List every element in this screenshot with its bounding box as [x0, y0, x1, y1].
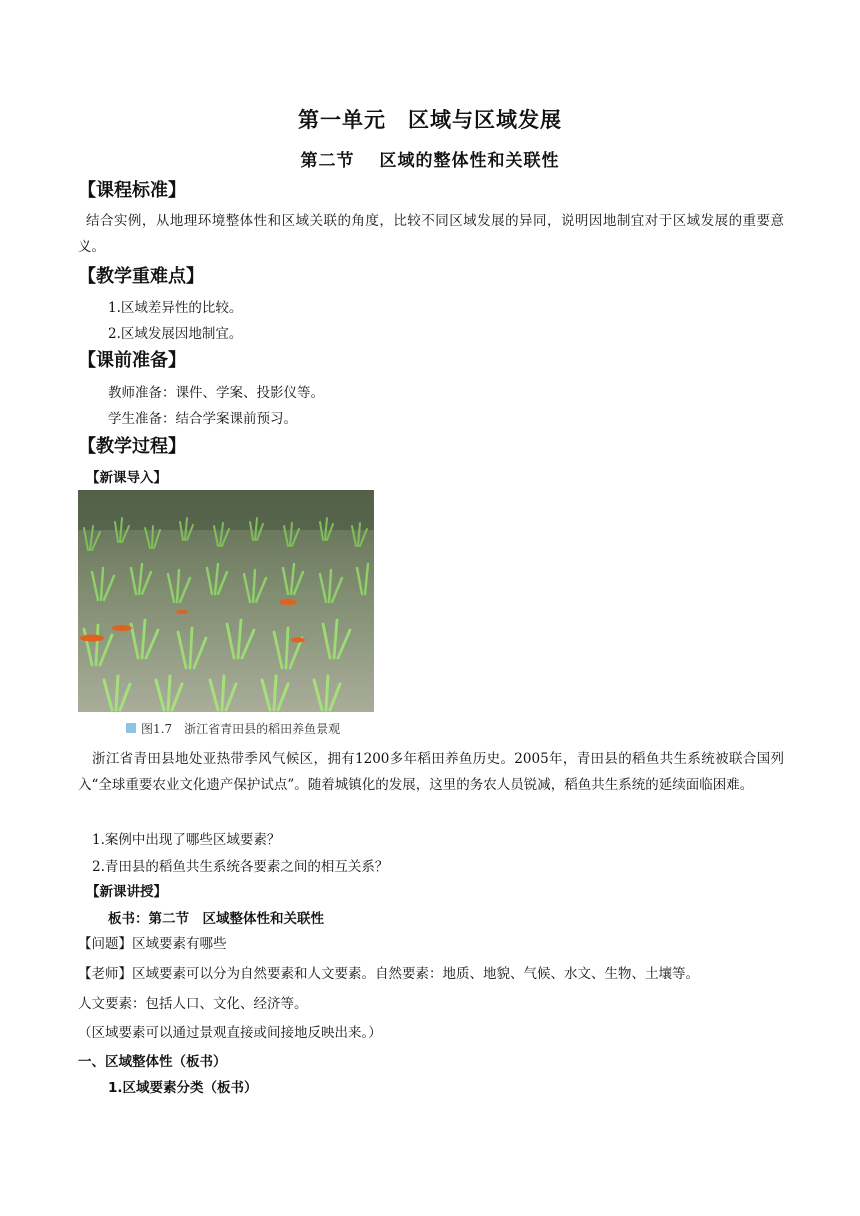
question-item: 2.青田县的稻鱼共生系统各要素之间的相互关系？	[92, 859, 389, 875]
board-title: 板书：第二节 区域整体性和关联性	[108, 911, 324, 927]
question-line: 【问题】区域要素有哪些	[78, 936, 227, 952]
heading-lecture: 【新课讲授】	[86, 884, 167, 900]
part-one-heading: 一、区域整体性（板书）	[78, 1054, 227, 1070]
course-standard-text: 结合实例，从地理环境整体性和区域关联的角度，比较不同区域发展的异同，说明因地制宜对于区域发展的重要意义。	[78, 213, 784, 255]
key-point-item: 2.区域发展因地制宜。	[108, 326, 243, 342]
rice-fish-field-photo	[78, 490, 374, 712]
unit-title: 第一单元 区域与区域发展	[298, 108, 562, 132]
heading-intro: 【新课导入】	[86, 470, 167, 486]
note-line: （区域要素可以通过景观直接或间接地反映出来。）	[78, 1025, 382, 1041]
heading-preparation: 【课前准备】	[78, 350, 186, 371]
question-item: 1.案例中出现了哪些区域要素？	[92, 832, 281, 848]
human-elements-line: 人文要素：包括人口、文化、经济等。	[78, 996, 308, 1012]
teacher-line: 【老师】区域要素可以分为自然要素和人文要素。自然要素：地质、地貌、气候、水文、生物、土壤等。	[78, 966, 699, 982]
heading-key-points: 【教学重难点】	[78, 266, 204, 287]
figure-caption: 图1.7 浙江省青田县的稻田养鱼景观	[141, 722, 341, 736]
section-title: 第二节 区域的整体性和关联性	[300, 151, 560, 171]
key-point-item: 1.区域差异性的比较。	[108, 300, 243, 316]
heading-teaching-process: 【教学过程】	[78, 436, 186, 457]
case-text: 浙江省青田县地处亚热带季风气候区，拥有1200多年稻田养鱼历史。2005年，青田县的稻鱼共生系统被联合国列入“全球重要农业文化遗产保护试点”。随着城镇化的发展，这里的务农人员锐减，稻鱼共生系统的延续面临困难。	[78, 751, 784, 793]
heading-course-standard: 【课程标准】	[78, 180, 186, 201]
part-one-subheading: 1.区域要素分类（板书）	[108, 1080, 258, 1096]
caption-marker-icon	[126, 723, 136, 733]
student-preparation: 学生准备：结合学案课前预习。	[108, 411, 297, 427]
teacher-preparation: 教师准备：课件、学案、投影仪等。	[108, 385, 324, 401]
